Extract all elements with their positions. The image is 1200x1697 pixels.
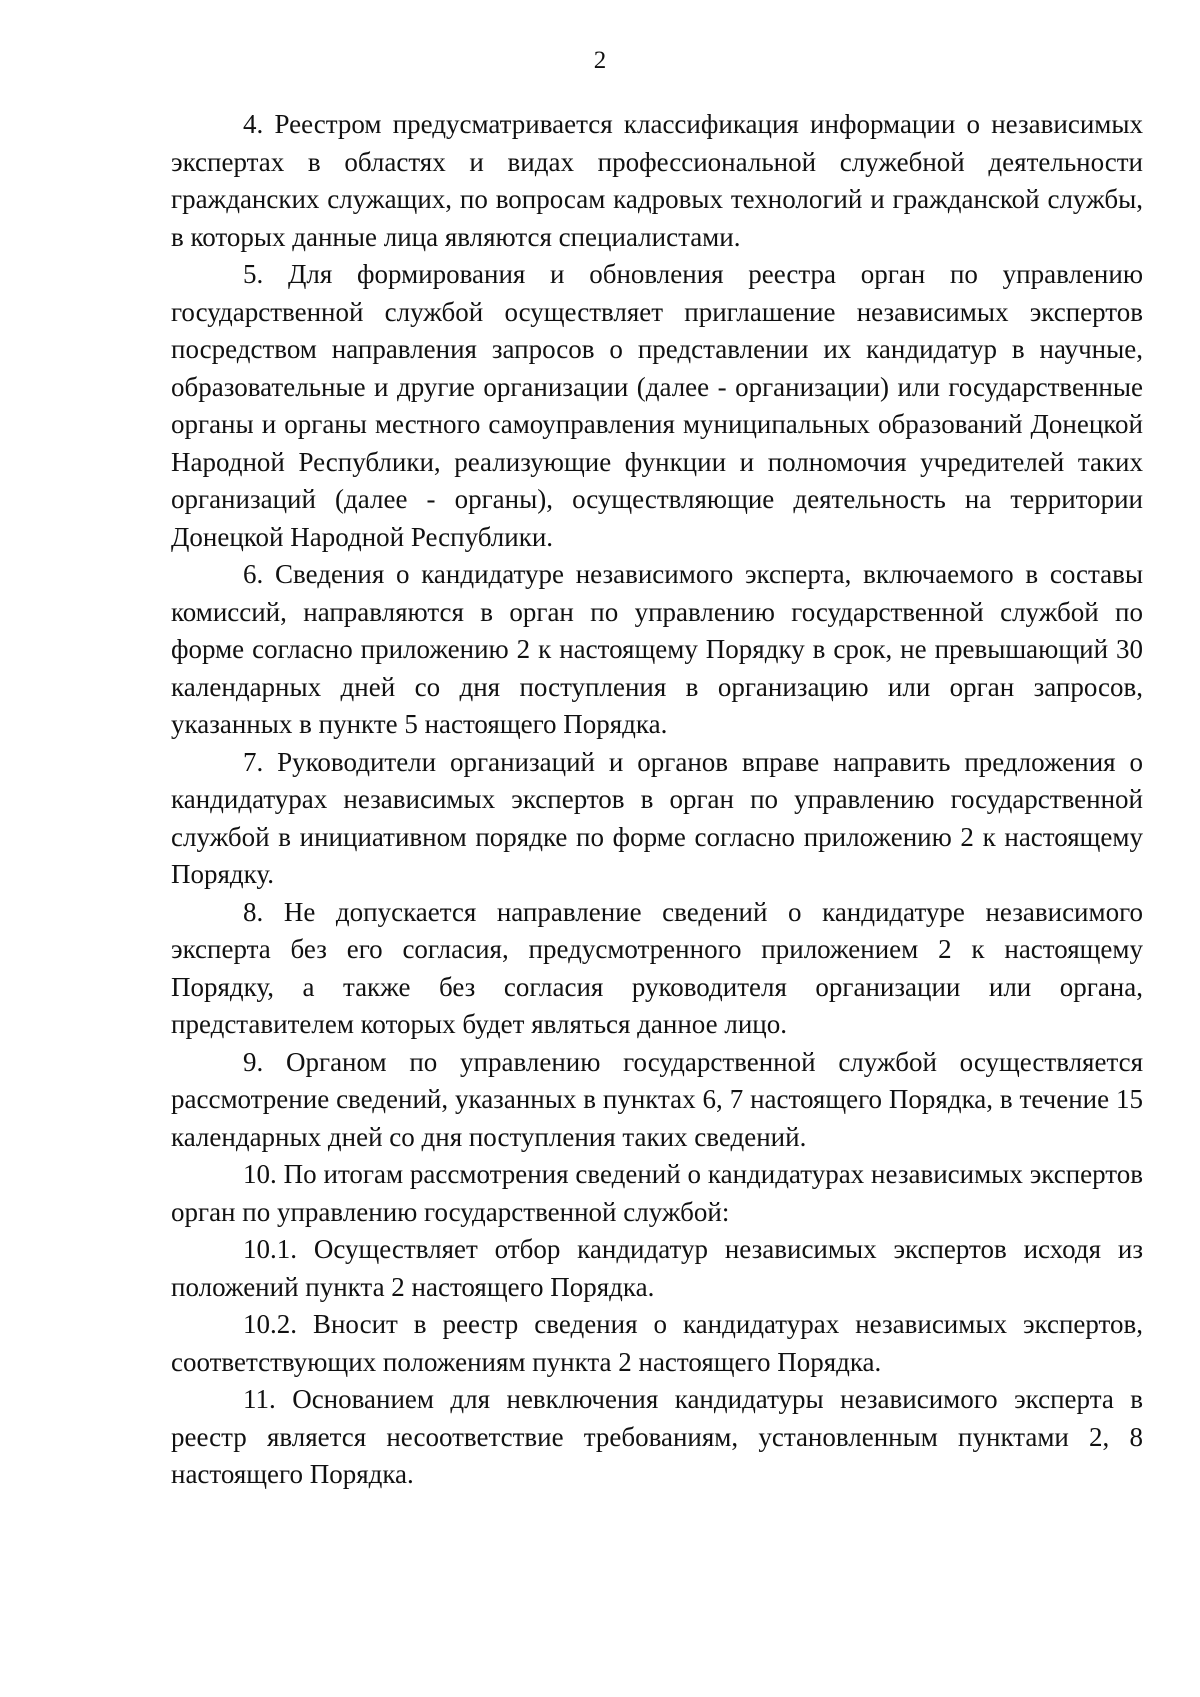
paragraph-11: 11. Основанием для невключения кандидатуры независимого эксперта в реестр является несоответствие требованиям, установленным пунктами 2, 8 настоящего Порядка. <box>171 1384 1143 1489</box>
paragraph-10-1: 10.1. Осуществляет отбор кандидатур независимых экспертов исходя из положений пункта 2 настоящего Порядка. <box>171 1234 1143 1302</box>
paragraph-7: 7. Руководители организаций и органов вправе направить предложения о кандидатурах независимых экспертов в орган по управлению государственной службой в инициативном порядке по форме согласно приложению 2 к настоящему Порядку. <box>171 746 1143 889</box>
document-body <box>171 106 1143 1494</box>
paragraph-4: 4. Реестром предусматривается классификация информации о независимых экспертах в областях и видах профессиональной служебной деятельности гражданских служащих, по вопросам кадровых технологий и гражданской службы, в которых данные лица являются специалистами. <box>171 109 1143 252</box>
paragraph-6: 6. Сведения о кандидатуре независимого эксперта, включаемого в составы комиссий, направляются в орган по управлению государственной службой по форме согласно приложению 2 к настоящему Порядку в срок, не превышающий 30 календарных дней со дня поступления в организацию или орган запросов, указанных в пункте 5 настоящего Порядка. <box>171 559 1143 739</box>
paragraph-9: 9. Органом по управлению государственной службой осуществляется рассмотрение сведений, указанных в пунктах 6, 7 настоящего Порядка, в течение 15 календарных дней со дня поступления таких сведений. <box>171 1046 1143 1152</box>
paragraph-10-2: 10.2. Вносит в реестр сведения о кандидатурах независимых экспертов, соответствующих положениям пункта 2 настоящего Порядка. <box>171 1309 1143 1377</box>
paragraph-5: 5. Для формирования и обновления реестра орган по управлению государственной службой осуществляет приглашение независимых экспертов посредством направления запросов о представлении их кандидатур в научные, образовательные и другие организации (далее - организации) или государственные органы и органы местного самоуправления муниципальных образований Донецкой Народной Республики, реализующие функции и полномочия учредителей таких организаций (далее - органы), осуществляющие деятельность на территории Донецкой Народной Республики. <box>171 259 1143 552</box>
paragraph-10: 10. По итогам рассмотрения сведений о кандидатурах независимых экспертов орган по управлению государственной службой: <box>171 1159 1143 1227</box>
paragraph-8: 8. Не допускается направление сведений о кандидатуре независимого эксперта без его согласия, предусмотренного приложением 2 к настоящему Порядку, а также без согласия руководителя организации или органа, представителем которых будет являться данное лицо. <box>171 896 1143 1039</box>
page-number: 2 <box>593 47 607 74</box>
